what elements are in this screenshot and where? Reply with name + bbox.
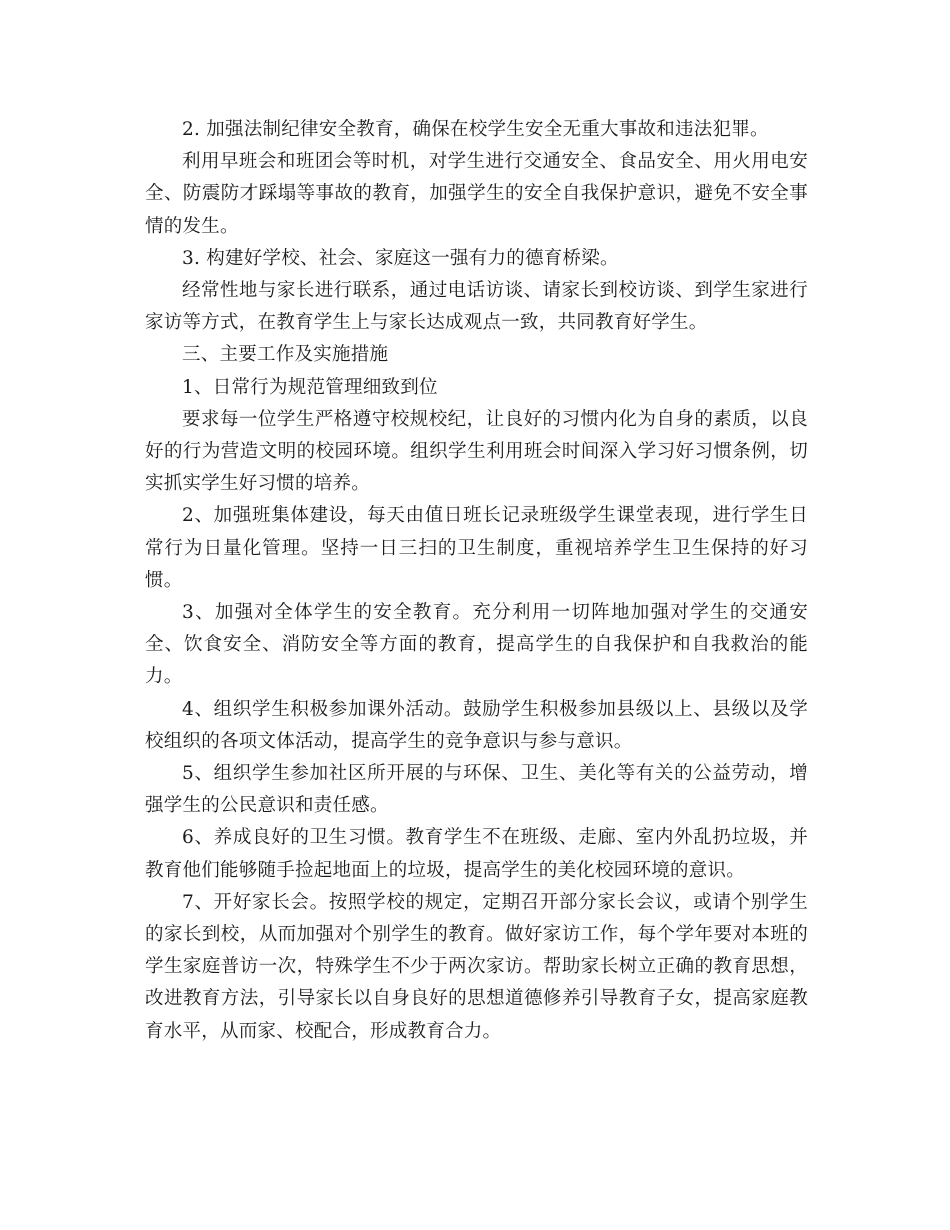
- paragraph-7: 要求每一位学生严格遵守校规校纪，让良好的习惯内化为自身的素质，以良好的行为营造文明的校园环境。组织学生利用班会时间深入学习好习惯条例，切实抓实学生好习惯的培养。: [145, 408, 808, 495]
- document-body: [145, 114, 808, 1048]
- paragraph-10: 4、组织学生积极参加课外活动。鼓励学生积极参加县级以上、县级以及学校组织的各项文体活动，提高学生的竞争意识与参与意识。: [145, 698, 808, 752]
- paragraph-11: 5、组织学生参加社区所开展的与环保、卫生、美化等有关的公益劳动，增强学生的公民意识和责任感。: [145, 763, 808, 817]
- section-heading: 三、主要工作及实施措施: [182, 344, 389, 366]
- paragraph-4: 经常性地与家长进行联系，通过电话访谈、请家长到校访谈、到学生家进行家访等方式，在教育学生上与家长达成观点一致，共同教育好学生。: [145, 280, 808, 334]
- paragraph-3: 3. 构建好学校、社会、家庭这一强有力的德育桥梁。: [182, 247, 619, 269]
- paragraph-8: 2、加强班集体建设，每天由值日班长记录班级学生课堂表现，进行学生日常行为日量化管理。坚持一日三扫的卫生制度，重视培养学生卫生保持的好习惯。: [145, 505, 808, 591]
- paragraph-2: 利用早班会和班团会等时机，对学生进行交通安全、食品安全、用火用电安全、防震防才踩塌等事故的教育，加强学生的安全自我保护意识，避免不安全事情的发生。: [145, 151, 808, 237]
- paragraph-12: 6、养成良好的卫生习惯。教育学生不在班级、走廊、室内外乱扔垃圾，并教育他们能够随手捡起地面上的垃圾，提高学生的美化校园环境的意识。: [145, 827, 808, 881]
- subheading-1: 1、日常行为规范管理细致到位: [182, 376, 438, 398]
- paragraph-9: 3、加强对全体学生的安全教育。充分利用一切阵地加强对学生的交通安全、饮食安全、消防安全等方面的教育，提高学生的自我保护和自我救治的能力。: [145, 602, 808, 688]
- paragraph-13: 7、开好家长会。按照学校的规定，定期召开部分家长会议，或请个别学生的家长到校，从而加强对个别学生的教育。做好家访工作，每个学年要对本班的学生家庭普访一次，特殊学生不少于两次家访。帮助家长树立正确的教育思想，改进教育方法，引导家长以自身良好的思想道德修养引导教育子女，提高家庭教育水平，从而家、校配合，形成教育合力。: [145, 891, 808, 1042]
- paragraph-1: 2. 加强法制纪律安全教育，确保在校学生安全无重大事故和违法犯罪。: [182, 119, 769, 140]
